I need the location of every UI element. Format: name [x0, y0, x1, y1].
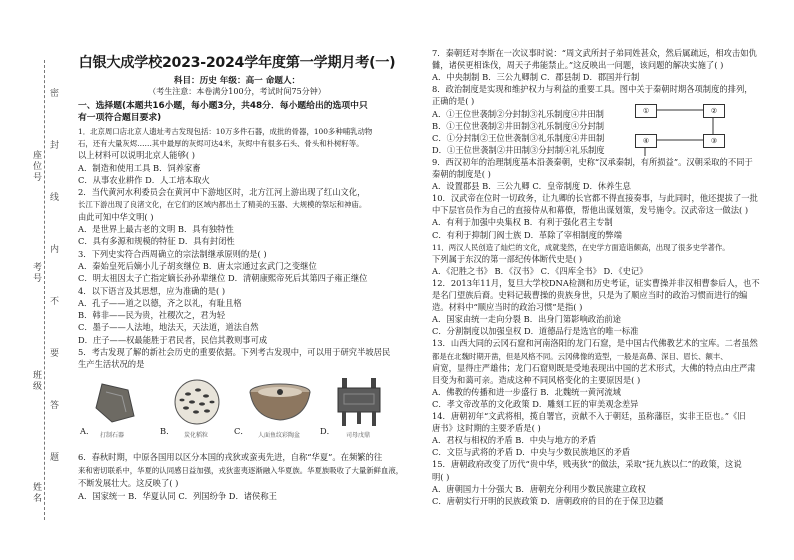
option-c: C．	[234, 426, 249, 436]
question-line: 中下层官员作为自己的直接侍从和幕僚，帮他出谋划策，发号施令。汉武帝这一做法( )	[432, 205, 749, 216]
question-line: 15．唐朝政府改变了历代“贵中华，贱夷狄”的做法，采取“抚九族以仁”的政策，这说	[432, 459, 742, 470]
question-line: 11．两汉人民创造了灿烂的文化，成就斐然，在史学方面造诣颇高，出现了很多史学著作。	[432, 242, 730, 252]
question-line: B．韩非——民为贵，社稷次之，君为轻	[78, 310, 226, 321]
exam-title: 白银大成学校2023-2024学年度第一学期月考(一)	[78, 55, 396, 71]
question-line: C．文臣与武将的矛盾 D．中央与少数民族地区的矛盾	[432, 447, 631, 458]
question-line: A．君权与相权的矛盾 B．中央与地方的矛盾	[432, 435, 597, 446]
question-line: 7．秦朝廷对李斯在一次议事时说：“周文武所封子弟同姓甚众，然后属疏远，相攻击如仇	[432, 48, 757, 58]
question-line: 生产生活状况的是	[78, 359, 145, 370]
seal-char: 封	[48, 140, 58, 149]
question-line: 12．2013年11月，复旦大学校DNA检测和历史考证，证实曹操并非汉相曹参后人，也不	[432, 277, 760, 288]
question-line: A．中央制制 B．三公九卿制 C．郡县制 D．郡国并行制	[432, 72, 640, 83]
question-line: C．孝文帝改革的文化政策 D．雕刻工匠的审美观念差异	[432, 398, 639, 409]
question-line: A．设置郡县 B．三公九卿 C．皇帝制度 D．休养生息	[432, 181, 631, 192]
caption-ding: 司母戊鼎	[346, 432, 371, 439]
question-line: A．是世界上最古老的文明 B．具有独特性	[78, 224, 234, 234]
question-line: B．①王位世袭制②井田制③礼乐制度④分封制	[432, 120, 605, 131]
option-a: A．	[80, 426, 95, 436]
figure-carbonized-rice	[172, 378, 222, 430]
caption-stone-tool: 打制石器	[100, 432, 125, 439]
question-line: 长江下游出现了良渚文化，在它们的区域内都出土了精美的玉器、大规模的祭坛和神庙。	[78, 200, 367, 210]
question-line: D．庄子——权最能胜于君民者，民信其教则事可成	[78, 334, 268, 345]
question-line: C．有利于抑制门阀士族 D．革除了宰相制度的弊端	[432, 229, 622, 240]
seal-char: 内	[48, 244, 58, 253]
question-line: A．佛教的传播和进一步盛行 B．北魏统一黄河流域	[432, 386, 621, 397]
question-line: A．有利于加强中央集权 B．有利于强化君主专制	[432, 217, 613, 228]
question-line: 14．唐朝初年“文武将相，揽自署官，贡献不入于朝廷，虽称藩臣，实非王臣也。”《旧	[432, 411, 746, 421]
figure-painted-pottery-basin	[248, 382, 312, 426]
question-line: 3．下列史实符合西周确立的宗法制继承原则的是( )	[78, 248, 267, 259]
question-line: 2．当代黄河水利委员会在黄河中下游地区时，北方江河上游出现了红山文化，	[78, 187, 366, 198]
question-line: 8．政治制度是实现和维护权力与利益的重要工具。图中关于秦朝时期各项制度的排列，	[432, 84, 753, 95]
binding-margin	[0, 0, 58, 560]
exam-number-label: 考号	[31, 262, 41, 284]
seat-number-label: 座位号	[31, 150, 41, 183]
question-line: 石，还有大量灰烬……其中最厚的灰烬可达4米，灰烬中有很多石头、骨头和朴树籽等。	[78, 138, 364, 148]
question-line: A．《汜胜之书》 B．《汉书》 C．《四库全书》 D．《史记》	[432, 265, 648, 276]
question-line: C．明太祖因太子亡指定嫡长孙孙辈继位 D．清朝康熙帝死后其第四子雍正继位	[78, 273, 368, 284]
caption-rice: 炭化稻粒	[184, 432, 209, 439]
question-line: A．孔子——道之以德，齐之以礼，有耻且格	[78, 297, 242, 308]
seal-line	[44, 60, 45, 520]
question-line: D．①王位世袭制②井田制③分封制④礼乐制度	[432, 144, 605, 155]
seal-char: 不	[48, 296, 58, 305]
option-d: D．	[320, 426, 335, 436]
question-line: C．分割制度以加强皇权 D．道德品行是选官的唯一标准	[432, 326, 639, 337]
class-label: 班级	[31, 370, 41, 392]
seal-char: 线	[48, 192, 58, 201]
question-line: 一、选择题(本题共16小题，每小题3分，共48分．每小题给出的选项中只	[78, 101, 368, 111]
question-line: 1．北京周口店北京人遗址考古发现包括：10万多件石器，成批的骨器，100多种哺乳动物	[78, 126, 373, 136]
question-line: 以上材料可以说明北京人能够( )	[78, 150, 195, 161]
question-line: 不断发展壮大。这反映了( )	[78, 478, 179, 488]
question-line: 都是在北魏时期开凿，但是风格不同。云冈佛像的造型，一般是高鼻、深目、眉长、额丰、	[432, 351, 728, 361]
question-line: A．秦始皇死后嫡小儿子胡亥继位 B．唐太宗通过玄武门之变继位	[78, 260, 317, 271]
question-line: 4．以下语言及其思想，应为准确的是( )	[78, 285, 226, 296]
question-line: C．从事农业耕作 D．人工培本取火	[78, 174, 210, 185]
question-line: A．唐朝国力十分强大 B．唐朝充分利用少数民族建立政权	[432, 483, 646, 494]
diagram-box-4: ④	[635, 134, 657, 148]
question-line: A．①王位世袭制②分封制③礼乐制度④井田制	[432, 108, 604, 119]
caption-pottery: 人面鱼纹彩陶盆	[258, 432, 301, 439]
question-line: C．唐朝实行开明的民族政策 D．唐朝政府的目的在于保卫边疆	[432, 495, 664, 506]
question-line: C．具有多源和规模的特征 D．具有封闭性	[78, 236, 235, 247]
question-line: 5．考古发现了解的新社会历史的重要依据。下列考古发现中，可以用于研究半坡居民	[78, 347, 391, 357]
question-line: 来和密切联系中，华夏的认同感日益加强，戎狄蛮夷逐渐融入华夏族。华夏族吸收了大量新鲜血液，	[78, 466, 404, 475]
question-line: 目变为和蔼可亲。造成这种不同风格变化的主要原因是( )	[432, 374, 641, 385]
question-line: A．国家统一 B．华夏认同 C．列国纷争 D．诸侯称王	[78, 491, 277, 501]
system-diagram	[633, 104, 759, 164]
diagram-box-2: ②	[703, 104, 725, 118]
seal-char: 答	[48, 400, 58, 409]
question-line: 6．春秋时期，中原各国用以区分本国的戎狄或蛮夷先进，自称“华夏”。在频繁的往	[78, 452, 383, 462]
question-line: 唐书》这时期的主要矛盾是( )	[432, 423, 541, 434]
question-line: 下列属于东汉的第一部纪传体断代史是( )	[432, 253, 583, 264]
question-line: 雠，诸侯更相诛伐，周天子弗能禁止。”这反映出一问题，该问题的解决实施了( )	[432, 60, 724, 71]
question-line: 明( )	[432, 471, 450, 482]
question-line: 由此可知中华文明( )	[78, 211, 154, 222]
seal-char: 要	[48, 348, 58, 357]
question-line: 正确的是( )	[432, 96, 475, 107]
figure-bronze-ding	[334, 376, 384, 432]
question-line: A．制造和使用工具 B．饲养家畜	[78, 162, 201, 173]
question-line: A．国家由统一走向分裂 B．出身门第影响政治前途	[432, 314, 621, 325]
diagram-box-3: ③	[703, 134, 725, 148]
question-line: C．墨子——人法地，地法天，天法道，道法自然	[78, 322, 259, 333]
question-line: C．①分封制②王位世袭制③礼乐制度④井田制	[432, 132, 605, 143]
seal-char: 题	[48, 452, 58, 461]
name-label: 姓名	[31, 482, 41, 504]
question-line: 肩宽，显得庄严雄伟；龙门石窟则既是受地表现出中国的艺术形式，大佛的特点由庄严肃	[432, 362, 756, 373]
question-line: 9．西汉初年的治理制度基本沿袭秦朝，史称“汉承秦制，有所损益”。汉朝采取的不同于	[432, 156, 753, 167]
exam-meta: 科目：历史 年级：高一 命题人：	[173, 76, 301, 86]
diagram-box-1: ①	[635, 104, 657, 118]
question-line: 13．山西大同的云冈石窟和河南洛阳的龙门石窟，是中国古代佛教艺术的宝库。二者虽然	[432, 338, 758, 349]
question-line: 造。材料中“顺应当时的政治习惯”是指( )	[432, 302, 583, 313]
score-note: （考生注意：本卷满分100分，考试时间75分钟）	[148, 87, 326, 96]
question-line: 是名门望族后裔。史料记载曹操的贵族身世，只是为了顺应当时的政治习惯而进行的编	[432, 290, 748, 300]
question-line: 有一项符合题目要求)	[78, 113, 162, 124]
seal-char: 密	[48, 88, 58, 97]
option-b: B．	[160, 426, 175, 436]
question-line: 秦朝的制度是( )	[432, 169, 491, 179]
figure-stone-tool	[92, 380, 138, 428]
question-line: 10．汉武帝在位时一切政务，让九卿的长官都不得直接奏事，与此同时，他还提拔了一批	[432, 193, 758, 204]
